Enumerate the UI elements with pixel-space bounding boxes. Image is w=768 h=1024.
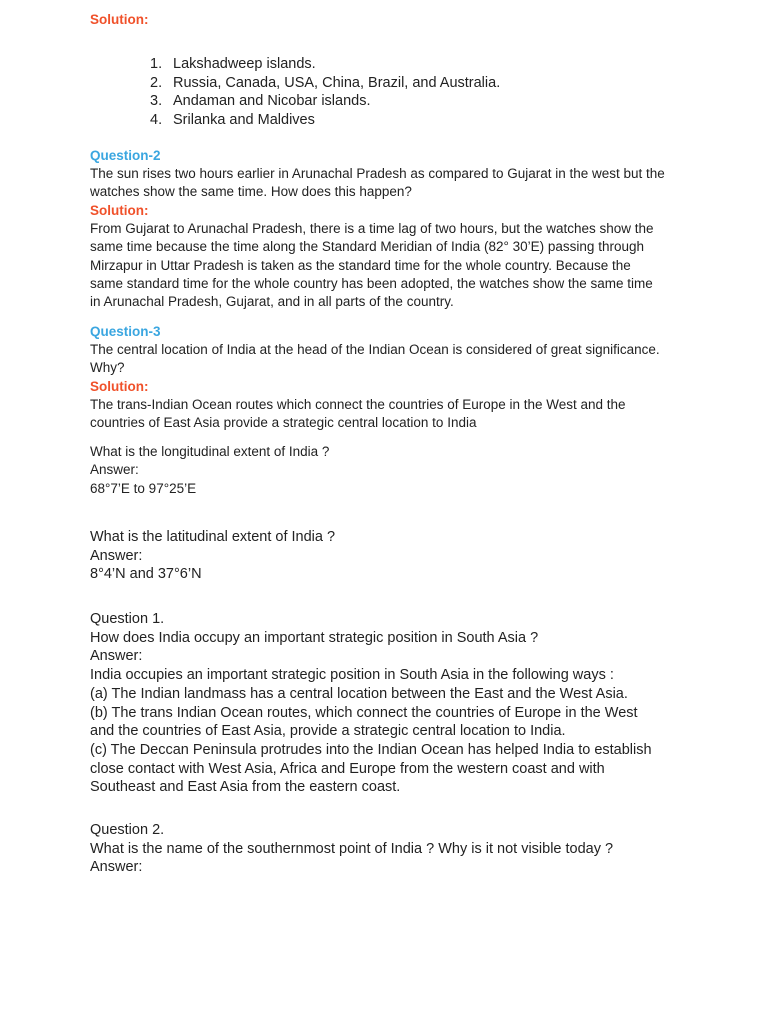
solution-label: Solution:: [90, 12, 149, 27]
question-2-solution-text: [90, 220, 690, 311]
text-line: Mirzapur in Uttar Pradesh is taken as the standard time for the whole country. Because the: [90, 257, 631, 273]
list-number: 1.: [150, 56, 163, 72]
list-number: 2.: [150, 74, 163, 91]
question-3-solution-text: [90, 396, 690, 433]
list-item: [150, 55, 500, 74]
longitude-answer: 68°7’E to 97°25’E: [90, 480, 197, 496]
question-1-label: Question 1.: [90, 611, 165, 627]
list-number: 4.: [150, 112, 163, 129]
list-item: [150, 74, 500, 93]
question-2-label: Question-2: [90, 148, 161, 163]
question-3-solution-label: Solution:: [90, 379, 149, 394]
text-line: (b) The trans Indian Ocean routes, which connect the countries of Europe in the West: [90, 704, 638, 721]
longitude-question: What is the longitudinal extent of India ?: [90, 444, 330, 459]
question-1-answer-label: Answer:: [90, 648, 143, 665]
text-line: and the countries of East Asia, provide a strategic central location to India.: [90, 723, 566, 740]
text-line: Southeast and East Asia from the eastern coast.: [90, 779, 401, 796]
answers-list: [150, 55, 500, 130]
text-line: watches show the same time. How does this happen?: [90, 184, 412, 200]
text-line: close contact with West Asia, Africa and Europe from the western coast and with: [90, 760, 605, 777]
question-1-text: How does India occupy an important strategic position in South Asia ?: [90, 629, 539, 646]
text-line: Why?: [90, 360, 125, 376]
list-item: [150, 92, 500, 111]
longitude-block: [90, 443, 690, 498]
text-line: in Arunachal Pradesh, Gujarat, and in all parts of the country.: [90, 294, 454, 310]
question-2b-block: [90, 821, 690, 877]
question-2-solution-label: Solution:: [90, 203, 149, 218]
list-item: [150, 111, 500, 130]
latitude-answer: 8°4’N and 37°6’N: [90, 566, 202, 583]
text-line: same standard time for the whole country has been adopted, the watches show the same time: [90, 275, 653, 291]
text-line: (c) The Deccan Peninsula protrudes into the Indian Ocean has helped India to establish: [90, 741, 652, 758]
text-line: The sun rises two hours earlier in Arunachal Pradesh as compared to Gujarat in the west but the: [90, 166, 665, 181]
latitude-answer-label: Answer:: [90, 547, 143, 564]
longitude-answer-label: Answer:: [90, 462, 139, 478]
text-line: (a) The Indian landmass has a central location between the East and the West Asia.: [90, 685, 628, 702]
question-3-text: [90, 341, 690, 378]
question-2-text: [90, 165, 690, 202]
list-text: Andaman and Nicobar islands.: [173, 93, 371, 110]
question-3-label: Question-3: [90, 324, 161, 339]
text-line: From Gujarat to Arunachal Pradesh, there is a time lag of two hours, but the watches show the: [90, 221, 654, 236]
list-text: Lakshadweep islands.: [173, 56, 316, 72]
question-1-block: [90, 610, 690, 797]
text-line: The trans-Indian Ocean routes which connect the countries of Europe in the West and the: [90, 397, 626, 412]
text-line: The central location of India at the head of the Indian Ocean is considered of great significance.: [90, 342, 660, 357]
text-line: countries of East Asia provide a strategic central location to India: [90, 415, 477, 431]
list-number: 3.: [150, 93, 163, 110]
text-line: India occupies an important strategic position in South Asia in the following ways :: [90, 667, 614, 684]
latitude-block: [90, 528, 690, 584]
list-text: Russia, Canada, USA, China, Brazil, and Australia.: [173, 74, 501, 91]
list-text: Srilanka and Maldives: [173, 112, 315, 129]
question-2b-answer-label: Answer:: [90, 859, 143, 876]
question-2b-text: What is the name of the southernmost point of India ? Why is it not visible today ?: [90, 840, 614, 857]
latitude-question: What is the latitudinal extent of India ?: [90, 529, 336, 545]
question-2b-label: Question 2.: [90, 822, 165, 838]
text-line: same time because the time along the Standard Meridian of India (82° 30’E) passing through: [90, 239, 644, 255]
